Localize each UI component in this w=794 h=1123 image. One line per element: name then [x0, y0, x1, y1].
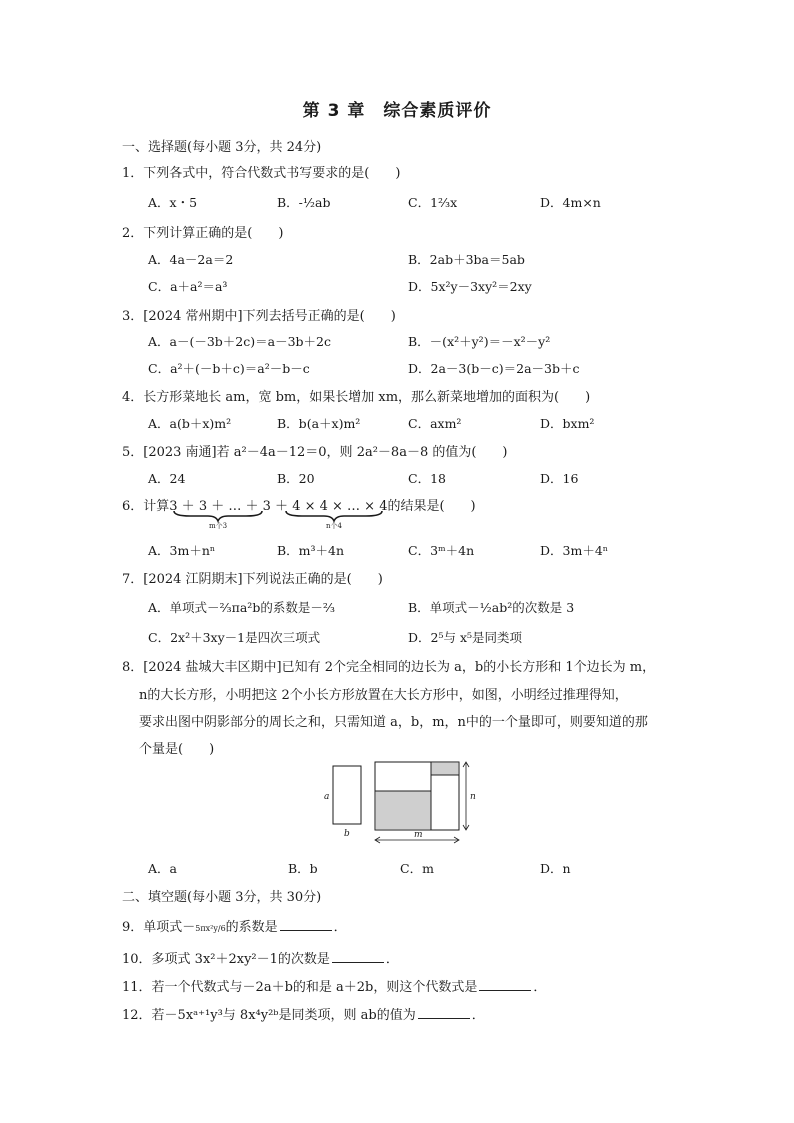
- q8-shaded-region-right: [431, 762, 459, 775]
- question-7: 7．[2024 江阴期末]下列说法正确的是( ): [122, 572, 383, 587]
- q7-option-a: A．单项式－⅔πa²b的系数是－⅔: [148, 600, 335, 615]
- question-8-line-3: 要求出图中阴影部分的周长之和，只需知道 a，b，m，n中的一个量即可，则要知道的那: [139, 715, 648, 730]
- q9-text-start: 9．单项式－: [122, 920, 196, 935]
- q8-option-b: B．b: [288, 861, 318, 876]
- page-title: 第 3 章 综合素质评价: [302, 101, 492, 121]
- question-5: 5．[2023 南通]若 a²－4a－12＝0，则 2a²－8a－8 的值为( ): [122, 445, 508, 460]
- q11-text: 11．若一个代数式与－2a＋b的和是 a＋2b，则这个代数式是: [122, 980, 478, 995]
- q8-label-n: n: [470, 792, 476, 802]
- q2-option-b: B．2ab＋3ba＝5ab: [408, 252, 525, 267]
- q6-brace-sum: [174, 511, 262, 521]
- question-10: [122, 948, 399, 967]
- q12-answer-blank[interactable]: [418, 1018, 470, 1019]
- q6-option-b: B．m³＋4n: [277, 543, 345, 558]
- q5-option-d: D．16: [540, 471, 579, 486]
- q8-label-b: b: [344, 829, 350, 839]
- question-12: [122, 1004, 485, 1023]
- q8-figure: [316, 756, 486, 851]
- q7-option-d: D．2⁵与 x⁵是同类项: [408, 630, 523, 645]
- q1-option-b: B．-½ab: [277, 195, 331, 210]
- question-9: [122, 916, 347, 935]
- q1-option-a: A．x・5: [148, 195, 198, 210]
- question-2: 2．下列计算正确的是( ): [122, 226, 284, 241]
- q9-answer-blank[interactable]: [280, 930, 332, 931]
- question-8-line-4: 个量是( ): [139, 742, 215, 757]
- section-choice: 一、选择题(每小题 3分，共 24分): [122, 140, 322, 155]
- q6-brace-product-label: n个4: [326, 522, 342, 530]
- q7-option-c: C．2x²＋3xy－1是四次三项式: [148, 630, 321, 645]
- q5-option-c: C．18: [408, 471, 446, 486]
- q8-option-a: A．a: [148, 861, 177, 876]
- q3-option-c: C．a²＋(－b＋c)＝a²－b－c: [148, 361, 310, 376]
- q5-option-b: B．20: [277, 471, 315, 486]
- q6-sum-expression: 3 ＋ 3 ＋ … ＋ 3: [169, 499, 271, 514]
- q6-brace-product: [286, 511, 382, 521]
- question-1: 1．下列各式中，符合代数式书写要求的是( ): [122, 166, 401, 181]
- q12-text: 12．若－5xᵃ⁺¹y³与 8x⁴y²ᵇ是同类项，则 ab的值为: [122, 1008, 416, 1023]
- q6-stem-end: 的结果是( ): [387, 499, 476, 514]
- question-4: 4．长方形菜地长 am，宽 bm，如果长增加 xm，那么新菜地增加的面积为( ): [122, 390, 591, 405]
- q8-option-d: D．n: [540, 861, 571, 876]
- q10-answer-blank[interactable]: [332, 962, 384, 963]
- question-11: [122, 976, 546, 995]
- q9-fraction: 5πx²y/6: [195, 924, 226, 933]
- q8-label-m: m: [414, 830, 423, 840]
- q6-brace-sum-label: m个3: [208, 522, 228, 530]
- q4-option-b: B．b(a＋x)m²: [277, 416, 361, 431]
- q6-product-expression: 4 × 4 × … × 4: [292, 499, 388, 514]
- q6-stem-start: 6．计算: [122, 499, 170, 514]
- q6-option-a: A．3m＋nⁿ: [148, 543, 216, 558]
- q11-text-end: ．: [533, 980, 547, 995]
- q4-option-a: A．a(b＋x)m²: [148, 416, 232, 431]
- q6-plus: ＋: [275, 499, 289, 514]
- q2-option-a: A．4a－2a＝2: [148, 252, 234, 267]
- q2-option-d: D．5x²y－3xy²＝2xy: [408, 279, 532, 294]
- q4-option-c: C．axm²: [408, 416, 462, 431]
- q9-text-mid: 的系数是: [225, 920, 278, 935]
- q6-option-c: C．3ᵐ＋4n: [408, 543, 475, 558]
- q5-option-a: A．24: [148, 471, 186, 486]
- q1-option-c: C．1⅔x: [408, 195, 458, 210]
- question-8-line-1: 8．[2024 盐城大丰区期中]已知有 2个完全相同的边长为 a，b的小长方形和 1个边长为 m，: [122, 660, 656, 675]
- q8-option-c: C．m: [400, 861, 434, 876]
- q8-inner-rectangle-right: [431, 775, 459, 830]
- q10-text: 10．多项式 3x²＋2xy²－1的次数是: [122, 952, 330, 967]
- q8-small-rectangle: [333, 766, 361, 824]
- q4-option-d: D．bxm²: [540, 416, 595, 431]
- q1-option-d: D．4m×n: [540, 195, 601, 210]
- q2-option-c: C．a＋a²＝a³: [148, 279, 228, 294]
- q10-text-end: ．: [385, 952, 399, 967]
- q9-text-end: ．: [333, 920, 347, 935]
- q8-label-a: a: [324, 792, 330, 802]
- q8-inner-rectangle-top: [375, 762, 431, 791]
- q11-answer-blank[interactable]: [479, 990, 531, 991]
- q6-underbraces: [170, 508, 410, 530]
- q3-option-a: A．a－(－3b＋2c)＝a－3b＋2c: [148, 334, 332, 349]
- question-8-line-2: n的大长方形，小明把这 2个小长方形放置在大长方形中，如图，小明经过推理得知，: [139, 688, 628, 703]
- question-3: 3．[2024 常州期中]下列去括号正确的是( ): [122, 309, 396, 324]
- q12-text-end: ．: [471, 1008, 485, 1023]
- q6-option-d: D．3m＋4ⁿ: [540, 543, 609, 558]
- section-fill-blank: 二、填空题(每小题 3分，共 30分): [122, 890, 322, 905]
- q8-shaded-region-left: [375, 791, 431, 830]
- q3-option-b: B．－(x²＋y²)＝－x²－y²: [408, 334, 551, 349]
- q3-option-d: D．2a－3(b－c)＝2a－3b＋c: [408, 361, 580, 376]
- q7-option-b: B．单项式－½ab²的次数是 3: [408, 600, 575, 615]
